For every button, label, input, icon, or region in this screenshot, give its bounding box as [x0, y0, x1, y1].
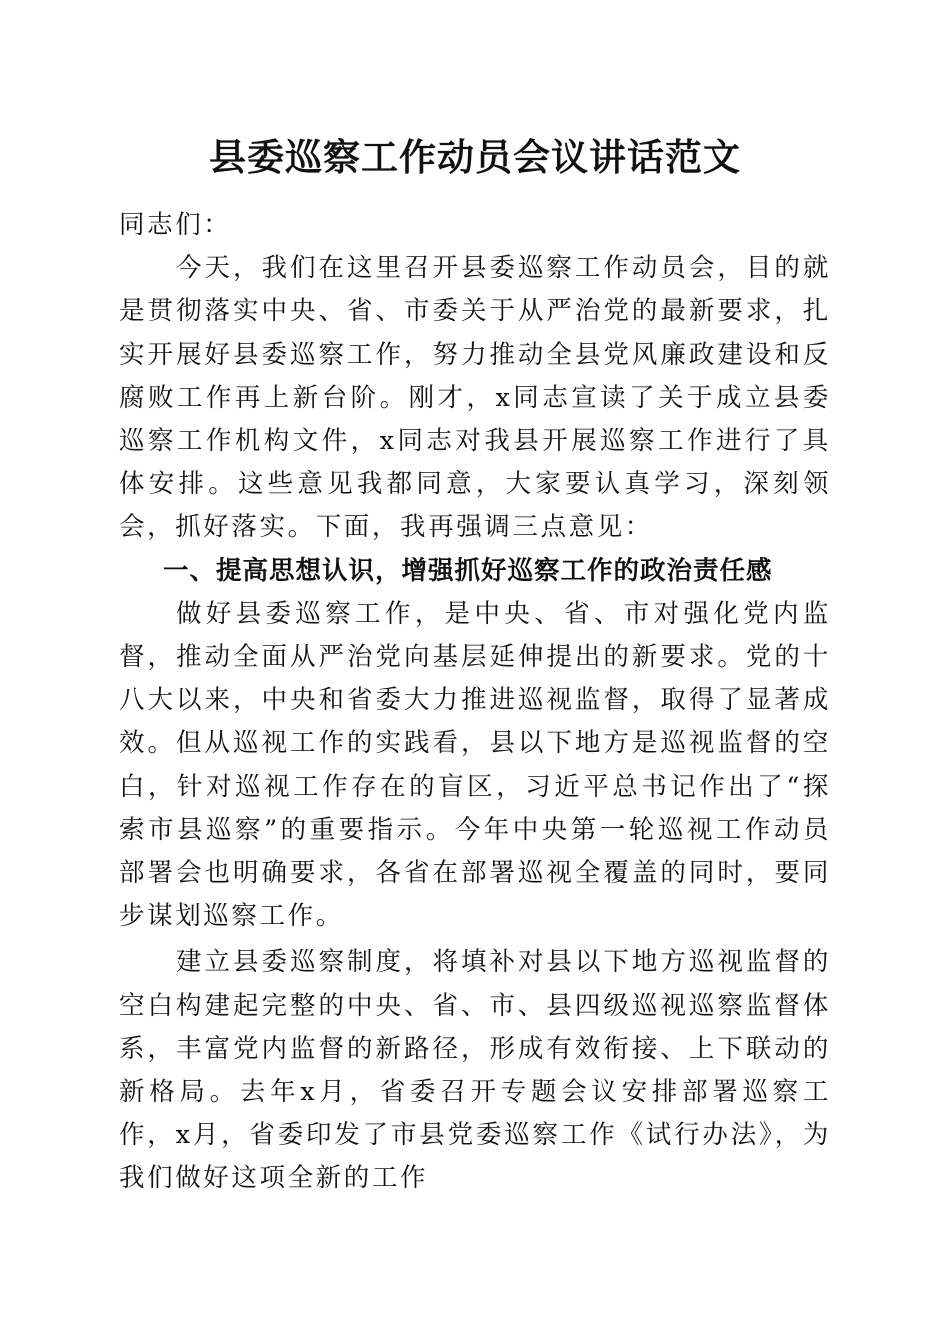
document-title: 县委巡察工作动员会议讲话范文	[209, 135, 741, 179]
section-paragraph-2: 建立县委巡察制度，将填补对县以下地方巡视监督的空白构建起完整的中央、省、市、县四级巡视巡察监督体系，丰富党内监督的新路径，形成有效衔接、上下联动的新格局。去年x月，省委召开专题会议安排部署巡察工作，x月，省委印发了市县党委巡察工作《试行办法》，为我们做好这项全新的工作	[119, 947, 831, 1194]
document-body	[119, 204, 831, 1201]
opening-paragraph: 今天，我们在这里召开县委巡察工作动员会，目的就是贯彻落实中央、省、市委关于从严治党的最新要求，扎实开展好县委巡察工作，努力推动全县党风廉政建设和反腐败工作再上新台阶。刚才，x同志宣读了关于成立县委巡察工作机构文件，x同志对我县开展巡察工作进行了具体安排。这些意见我都同意，大家要认真学习，深刻领会，抓好落实。下面，我再强调三点意见：	[119, 253, 831, 543]
section-heading-1: 一、提高思想认识，增强抓好巡察工作的政治责任感	[163, 555, 773, 586]
section-paragraph-1: 做好县委巡察工作，是中央、省、市对强化党内监督，推动全面从严治党向基层延伸提出的新要求。党的十八大以来，中央和省委大力推进巡视监督，取得了显著成效。但从巡视工作的实践看，县以下地方是巡视监督的空白，针对巡视工作存在的盲区，习近平总书记作出了“探索市县巡察”的重要指示。今年中央第一轮巡视工作动员部署会也明确要求，各省在部署巡视全覆盖的同时，要同步谋划巡察工作。	[119, 598, 831, 932]
salutation: 同志们：	[119, 210, 232, 240]
